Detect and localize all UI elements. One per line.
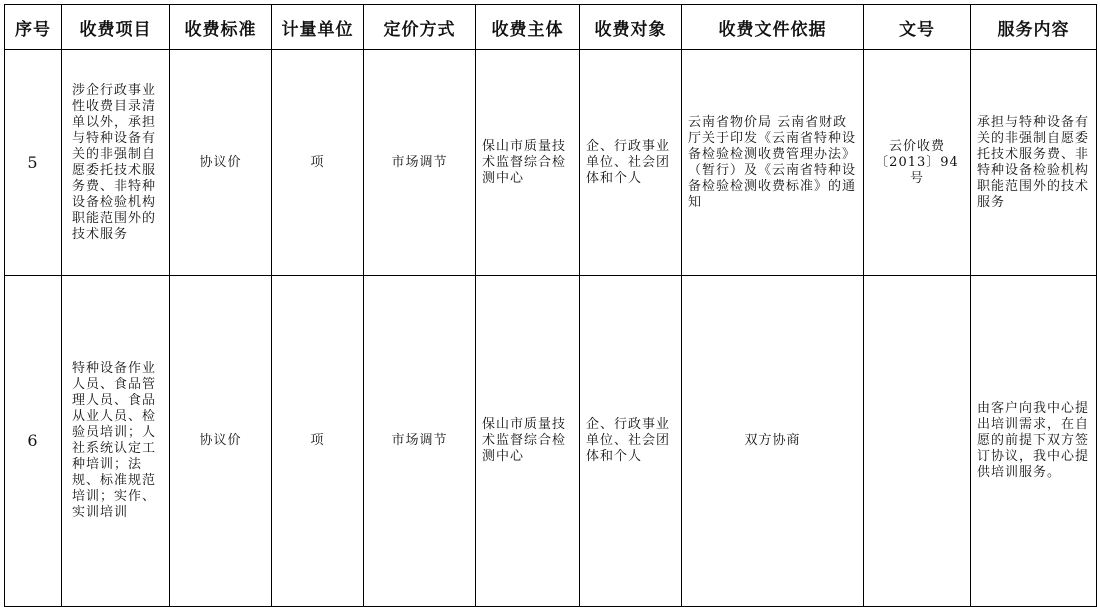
header-item: 收费项目 [62,5,170,50]
table-row [5,50,1097,276]
header-row [5,5,1097,50]
cell-object: 企、行政事业单位、社会团体和个人 [580,276,682,607]
cell-doc-no [864,276,971,607]
fee-table [4,4,1097,607]
cell-item: 涉企行政事业性收费目录清单以外，承担与特种设备有关的非强制自愿委托技术服务费、非特种设备检验机构职能范围外的技术服务 [62,50,170,276]
cell-service: 由客户向我中心提出培训需求，在自愿的前提下双方签订协议，我中心提供培训服务。 [971,276,1097,607]
cell-object: 企、行政事业单位、社会团体和个人 [580,50,682,276]
cell-service: 承担与特种设备有关的非强制自愿委托技术服务费、非特种设备检验机构职能范围外的技术服务 [971,50,1097,276]
cell-basis: 云南省物价局 云南省财政厅关于印发《云南省特种设备检验检测收费管理办法》（暂行）及《云南省特种设备检验检测收费标准》的通知 [682,50,864,276]
cell-seq: 6 [5,276,62,607]
cell-basis: 双方协商 [682,276,864,607]
header-service: 服务内容 [971,5,1097,50]
cell-standard: 协议价 [170,276,272,607]
cell-standard: 协议价 [170,50,272,276]
table-row [5,276,1097,607]
header-subject: 收费主体 [476,5,580,50]
cell-pricing: 市场调节 [364,50,476,276]
cell-subject: 保山市质量技术监督综合检测中心 [476,276,580,607]
header-seq: 序号 [5,5,62,50]
cell-unit: 项 [272,50,364,276]
header-unit: 计量单位 [272,5,364,50]
cell-item: 特种设备作业人员、食品管理人员、食品从业人员、检验员培训；人社系统认定工种培训；法规、标准规范培训；实作、实训培训 [62,276,170,607]
cell-subject: 保山市质量技术监督综合检测中心 [476,50,580,276]
header-object: 收费对象 [580,5,682,50]
header-pricing: 定价方式 [364,5,476,50]
cell-doc-no: 云价收费〔2013〕94号 [864,50,971,276]
header-standard: 收费标准 [170,5,272,50]
cell-seq: 5 [5,50,62,276]
cell-pricing: 市场调节 [364,276,476,607]
header-basis: 收费文件依据 [682,5,864,50]
cell-unit: 项 [272,276,364,607]
header-doc-no: 文号 [864,5,971,50]
